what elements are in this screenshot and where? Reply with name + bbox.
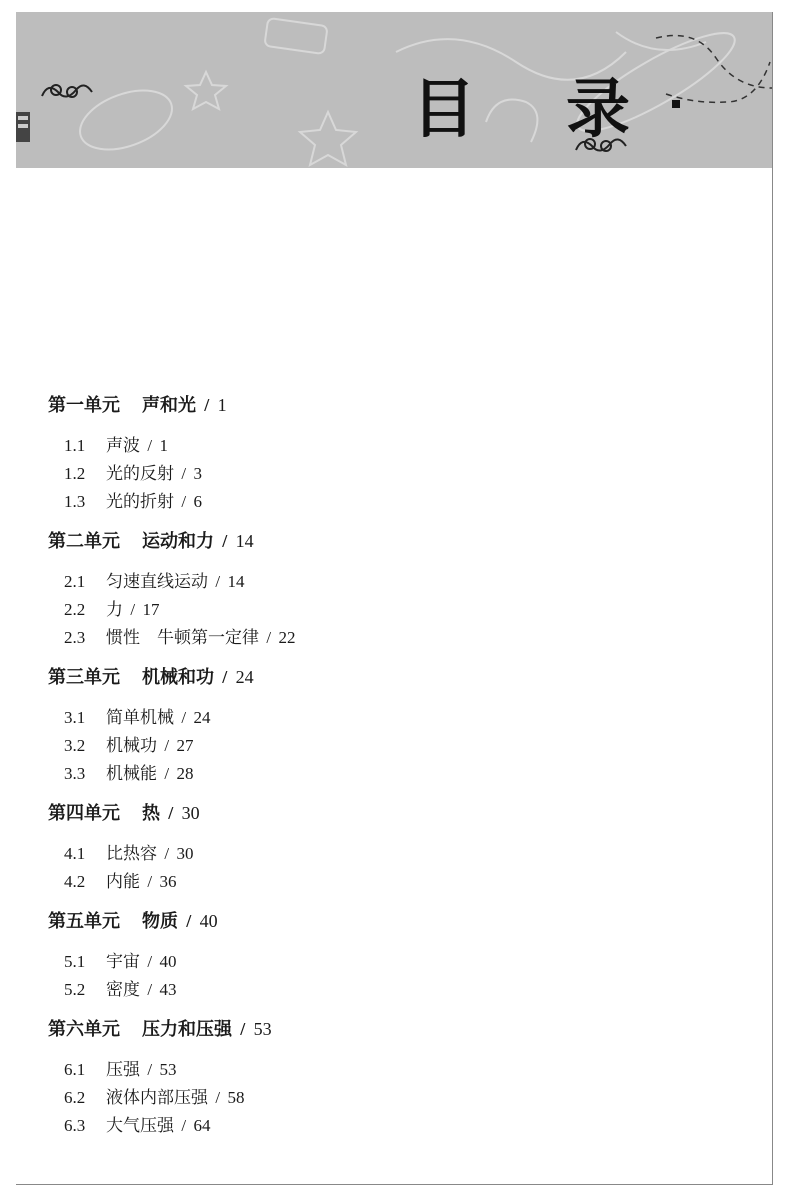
toc-unit: [48, 1016, 728, 1140]
section-title: 比热容: [106, 844, 157, 864]
section-number: 4.1: [64, 844, 86, 863]
toc-unit: [48, 908, 728, 1004]
section-entry[interactable]: [48, 948, 728, 976]
unit-heading[interactable]: [48, 392, 728, 420]
section-entry[interactable]: [48, 760, 728, 788]
section-entry[interactable]: [48, 840, 728, 868]
page-separator: /: [147, 980, 153, 999]
page-separator: /: [181, 464, 187, 483]
unit-heading[interactable]: [48, 1016, 728, 1044]
page-separator: /: [240, 1019, 246, 1039]
clip-icon: [672, 100, 680, 108]
page-separator: /: [181, 708, 187, 727]
unit-title: 物质: [142, 911, 178, 932]
page-separator: /: [266, 628, 272, 647]
section-title: 机械能: [106, 764, 157, 784]
section-page-number: 6: [193, 492, 203, 511]
page-separator: /: [147, 872, 153, 891]
unit-label: 第四单元: [48, 803, 120, 824]
section-page-number: 36: [159, 872, 177, 891]
dashed-trail: [666, 62, 770, 102]
section-title: 简单机械: [106, 708, 174, 728]
swirl-icon: [42, 85, 92, 97]
section-entry[interactable]: [48, 596, 728, 624]
section-list: [48, 704, 728, 788]
unit-title: 热: [142, 803, 160, 824]
section-number: 4.2: [64, 872, 86, 891]
section-list: [48, 840, 728, 896]
page-separator: /: [215, 1088, 221, 1107]
section-number: 1.1: [64, 436, 86, 455]
unit-heading[interactable]: [48, 800, 728, 828]
section-title: 惯性 牛顿第一定律: [106, 628, 259, 648]
section-title: 声波: [106, 436, 140, 456]
page-separator: /: [147, 952, 153, 971]
section-list: [48, 432, 728, 516]
section-entry[interactable]: [48, 732, 728, 760]
toc-unit: [48, 392, 728, 516]
unit-heading[interactable]: [48, 528, 728, 556]
section-entry[interactable]: [48, 868, 728, 896]
unit-heading[interactable]: [48, 908, 728, 936]
page-separator: /: [164, 764, 170, 783]
section-number: 2.3: [64, 628, 86, 647]
page-separator: /: [168, 803, 174, 823]
unit-page-number: 1: [217, 395, 227, 415]
unit-label: 第一单元: [48, 395, 120, 416]
section-list: [48, 1056, 728, 1140]
table-of-contents: [48, 392, 728, 1152]
section-list: [48, 948, 728, 1004]
section-page-number: 24: [193, 708, 211, 727]
unit-title: 运动和力: [142, 531, 214, 552]
unit-label: 第三单元: [48, 667, 120, 688]
section-number: 2.2: [64, 600, 86, 619]
section-number: 3.1: [64, 708, 86, 727]
page-separator: /: [215, 572, 221, 591]
page-separator: /: [130, 600, 136, 619]
section-number: 5.1: [64, 952, 86, 971]
section-entry[interactable]: [48, 976, 728, 1004]
section-number: 3.3: [64, 764, 86, 783]
section-number: 3.2: [64, 736, 86, 755]
section-page-number: 22: [278, 628, 296, 647]
unit-page-number: 40: [199, 911, 218, 931]
toc-unit: [48, 528, 728, 652]
page-separator: /: [186, 911, 192, 931]
toc-unit: [48, 664, 728, 788]
unit-label: 第六单元: [48, 1019, 120, 1040]
section-page-number: 30: [176, 844, 194, 863]
pencil-icon: [16, 112, 30, 142]
section-number: 1.3: [64, 492, 86, 511]
section-entry[interactable]: [48, 1084, 728, 1112]
unit-label: 第五单元: [48, 911, 120, 932]
section-entry[interactable]: [48, 1056, 728, 1084]
page-separator: /: [147, 1060, 153, 1079]
section-page-number: 58: [227, 1088, 245, 1107]
section-page-number: 43: [159, 980, 177, 999]
section-entry[interactable]: [48, 460, 728, 488]
section-title: 力: [106, 600, 123, 620]
section-title: 光的反射: [106, 464, 174, 484]
section-entry[interactable]: [48, 488, 728, 516]
section-entry[interactable]: [48, 624, 728, 652]
section-title: 大气压强: [106, 1116, 174, 1136]
section-page-number: 28: [176, 764, 194, 783]
page-separator: /: [222, 531, 228, 551]
unit-page-number: 14: [235, 531, 254, 551]
section-title: 液体内部压强: [106, 1088, 208, 1108]
unit-page-number: 24: [235, 667, 254, 687]
section-title: 光的折射: [106, 492, 174, 512]
page-separator: /: [181, 1116, 187, 1135]
page-title: 目 录: [411, 73, 664, 147]
unit-title: 机械和功: [142, 667, 214, 688]
section-title: 匀速直线运动: [106, 572, 208, 592]
section-title: 压强: [106, 1060, 140, 1080]
header-banner: [16, 12, 772, 168]
section-entry[interactable]: [48, 568, 728, 596]
star-icon: [300, 112, 356, 165]
section-entry[interactable]: [48, 1112, 728, 1140]
section-title: 密度: [106, 980, 140, 1000]
section-number: 6.3: [64, 1116, 86, 1135]
section-title: 机械功: [106, 736, 157, 756]
page-separator: /: [222, 667, 228, 687]
section-entry[interactable]: [48, 704, 728, 732]
unit-heading[interactable]: [48, 664, 728, 692]
unit-title: 压力和压强: [142, 1019, 232, 1040]
section-number: 6.2: [64, 1088, 86, 1107]
toc-unit: [48, 800, 728, 896]
section-number: 2.1: [64, 572, 86, 591]
section-page-number: 3: [193, 464, 203, 483]
section-page-number: 64: [193, 1116, 211, 1135]
section-number: 5.2: [64, 980, 86, 999]
section-page-number: 17: [142, 600, 160, 619]
unit-page-number: 30: [181, 803, 200, 823]
page-separator: /: [164, 844, 170, 863]
section-page-number: 27: [176, 736, 194, 755]
unit-label: 第二单元: [48, 531, 120, 552]
unit-title: 声和光: [142, 395, 196, 416]
section-list: [48, 568, 728, 652]
unit-page-number: 53: [253, 1019, 272, 1039]
section-title: 宇宙: [106, 952, 140, 972]
section-title: 内能: [106, 872, 140, 892]
section-page-number: 53: [159, 1060, 177, 1079]
section-page-number: 1: [159, 436, 169, 455]
section-number: 1.2: [64, 464, 86, 483]
page-separator: /: [164, 736, 170, 755]
section-entry[interactable]: [48, 432, 728, 460]
page-separator: /: [147, 436, 153, 455]
page-separator: /: [204, 395, 210, 415]
section-page-number: 14: [227, 572, 245, 591]
section-page-number: 40: [159, 952, 177, 971]
page-separator: /: [181, 492, 187, 511]
star-icon: [186, 72, 226, 109]
section-number: 6.1: [64, 1060, 86, 1079]
